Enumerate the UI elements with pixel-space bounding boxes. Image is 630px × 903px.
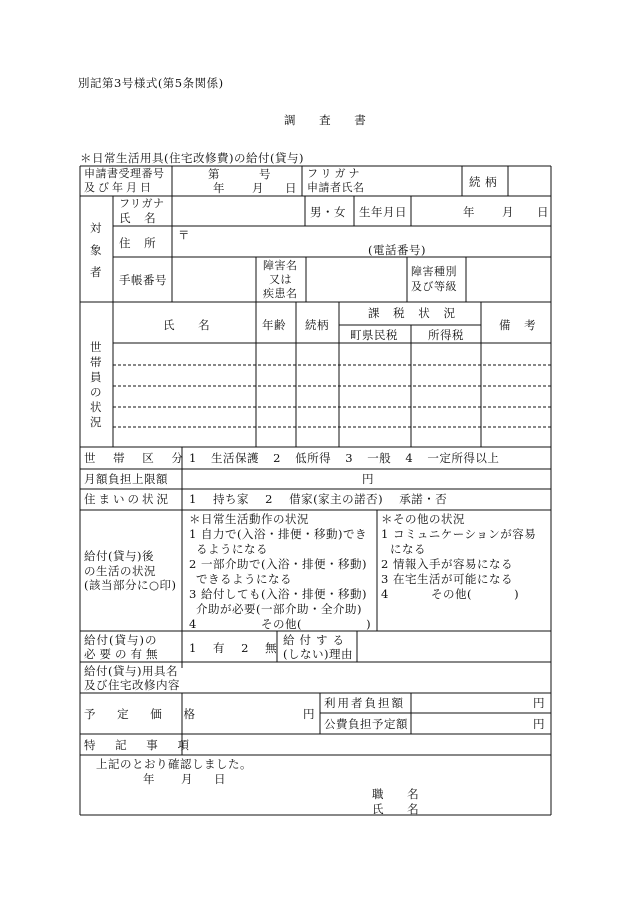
household-label-3: 員 — [90, 370, 102, 384]
subject-furigana-label: フリガナ — [119, 197, 165, 210]
public-burden-yen: 円 — [533, 717, 545, 731]
other-option-3[interactable]: 3 在宅生活が可能になる — [381, 572, 513, 586]
household-col-pref-tax: 町県民税 — [350, 328, 398, 342]
other-option-2[interactable]: 2 情報入手が容易になる — [381, 557, 513, 571]
household-col-age: 年齢 — [262, 318, 286, 332]
disability-type-label-1: 障害種別 — [411, 265, 457, 278]
birth-month: 月 — [502, 205, 514, 219]
disability-type-label-2: 及び等級 — [411, 280, 457, 293]
other-option-4[interactable]: 4 その他( ) — [381, 587, 520, 601]
after-life-label-2: の生活の状況 — [84, 564, 156, 578]
household-label-6: 況 — [90, 415, 102, 429]
items-label-2: 及び住宅改修内容 — [84, 678, 180, 692]
subject-section-label-3: 者 — [90, 265, 102, 279]
notes-label: 特 記 事 項 — [84, 738, 197, 752]
number-suffix: 号 — [259, 167, 271, 181]
category-options[interactable]: 1 生活保護 2 低所得 3 一般 4 一定所得以上 — [189, 451, 500, 465]
phone-label: (電話番号) — [368, 243, 426, 257]
disability-name-label-3: 疾患名 — [263, 287, 298, 300]
user-burden-label: 利用者負担額 — [324, 696, 405, 710]
category-label: 世 帯 区 分 — [84, 451, 190, 465]
public-burden-label: 公費負担予定額 — [324, 717, 408, 731]
necessity-reason-2: (しない)理由 — [283, 647, 353, 661]
price-label: 予 定 価 格 — [84, 707, 204, 721]
adl-option-2[interactable]: 2 一部介助で(入浴・排便・移動) — [189, 557, 367, 571]
footer-year: 年 — [143, 772, 155, 786]
adl-option-4[interactable]: 4 その他( ) — [189, 617, 372, 631]
confirm-text: 上記のとおり確認しました。 — [96, 757, 252, 771]
price-unit: 円 — [303, 707, 315, 721]
date-month: 月 — [252, 181, 264, 195]
necessity-options[interactable]: 1 有 2 無 — [189, 641, 278, 655]
housing-label: 住まいの状況 — [84, 492, 171, 506]
date-year: 年 — [213, 181, 225, 195]
monthly-limit-unit: 円 — [362, 472, 374, 486]
necessity-label-2: 必要の有無 — [84, 647, 162, 661]
adl-option-1[interactable]: 1 自力で(入浴・排便・移動)でき — [189, 527, 367, 541]
adl-option-3-cont: 介助が必要(一部介助・全介助) — [196, 602, 362, 616]
document-subtitle: ＊日常生活用具(住宅改修費)の給付(貸与) — [80, 151, 304, 165]
user-burden-yen: 円 — [533, 696, 545, 710]
adl-option-2-cont: できるようになる — [196, 572, 292, 586]
disability-name-label-1: 障害名 — [263, 259, 298, 272]
number-prefix: 第 — [208, 167, 220, 181]
household-label-4: の — [90, 385, 102, 399]
other-option-1[interactable]: 1 コミュニケーションが容易 — [381, 527, 537, 541]
adl-option-1-cont: るようになる — [196, 542, 268, 556]
birth-day: 日 — [537, 205, 549, 219]
birth-year: 年 — [463, 205, 475, 219]
items-label-1: 給付(貸与)用具名 — [84, 664, 178, 678]
receipt-label: 申請書受理番号 — [84, 167, 165, 180]
subject-section-label-1: 対 — [90, 221, 102, 235]
adl-heading: ＊日常生活動作の状況 — [189, 512, 309, 526]
adl-option-3[interactable]: 3 給付しても(入浴・排便・移動) — [189, 587, 367, 601]
name-label: 氏 名 — [372, 802, 429, 816]
after-life-label-1: 給付(貸与)後 — [84, 549, 154, 563]
subject-name-label: 氏 名 — [119, 211, 161, 225]
after-life-label-3: (該当部分に○印) — [84, 578, 177, 592]
household-col-income-tax: 所得税 — [428, 328, 464, 342]
postal-mark: 〒 — [178, 228, 190, 242]
applicant-name-label: 申請者氏名 — [307, 181, 365, 194]
other-option-1-cont: になる — [390, 542, 426, 556]
housing-options[interactable]: 1 持ち家 2 借家(家主の諾否) 承諾・否 — [189, 492, 448, 506]
document-title: 調 査 書 — [284, 113, 376, 127]
form-note: 別記第3号様式(第5条関係) — [78, 76, 224, 90]
household-col-relation: 続柄 — [305, 318, 329, 332]
household-col-remarks: 備 考 — [499, 318, 541, 332]
gender-options[interactable]: 男・女 — [310, 205, 346, 219]
subject-section-label-2: 象 — [90, 243, 102, 257]
necessity-label-1: 給付(貸与)の — [84, 633, 158, 647]
relation-label: 続 柄 — [469, 175, 498, 189]
household-label-2: 帯 — [90, 355, 102, 369]
date-day: 日 — [285, 181, 297, 195]
applicant-furigana-label: フリガナ — [307, 167, 363, 180]
household-col-tax: 課 税 状 況 — [368, 306, 460, 320]
household-col-name: 氏 名 — [163, 318, 220, 332]
footer-month: 月 — [181, 772, 193, 786]
monthly-limit-label: 月額負担上限額 — [84, 472, 168, 486]
household-label-1: 世 — [90, 340, 102, 354]
receipt-label-2: 及び年月日 — [84, 181, 154, 194]
handbook-label: 手帳番号 — [119, 273, 167, 287]
position-label: 職 名 — [372, 787, 429, 801]
necessity-reason-1: 給付する — [283, 633, 349, 647]
address-label: 住 所 — [119, 236, 161, 250]
disability-name-label-2: 又は — [269, 273, 292, 286]
other-heading: ＊その他の状況 — [381, 512, 465, 526]
footer-day: 日 — [214, 772, 226, 786]
household-label-5: 状 — [90, 400, 102, 414]
birth-date-label: 生年月日 — [359, 205, 407, 219]
